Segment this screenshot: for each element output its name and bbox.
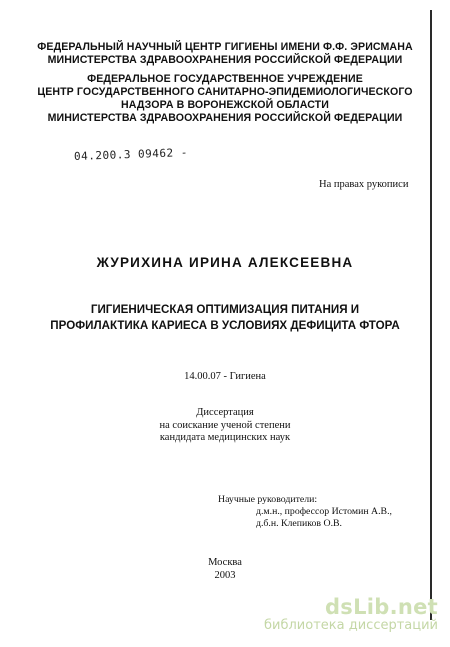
author-name: ЖУРИХИНА ИРИНА АЛЕКСЕЕВНА	[96, 255, 354, 270]
rights-note: На правах рукописи	[319, 179, 409, 190]
header-line: ФЕДЕРАЛЬНЫЙ НАУЧНЫЙ ЦЕНТР ГИГИЕНЫ ИМЕНИ Ф.Ф. ЭРИСМАНА	[37, 41, 413, 53]
registration-stamp: 04.200.3 09462 -	[73, 146, 189, 163]
title-line: ПРОФИЛАКТИКА КАРИЕСА В УСЛОВИЯХ ДЕФИЦИТА ФТОРА	[50, 319, 400, 332]
city: Москва	[208, 557, 242, 568]
watermark-subtitle: библиотека диссертаций	[264, 618, 438, 633]
header-line: ФЕДЕРАЛЬНОЕ ГОСУДАРСТВЕННОЕ УЧРЕЖДЕНИЕ	[87, 73, 363, 85]
specialty-code: 14.00.07 - Гигиена	[184, 371, 266, 382]
degree-line: Диссертация	[196, 407, 254, 418]
header-line: НАДЗОРА В ВОРОНЕЖСКОЙ ОБЛАСТИ	[121, 99, 329, 111]
degree-statement	[0, 407, 450, 445]
supervisor-2: д.б.н. Клепиков О.В.	[256, 518, 343, 529]
supervisors-heading: Научные руководители:	[218, 494, 318, 505]
place-and-year	[0, 556, 450, 582]
institution-header-1	[0, 41, 450, 67]
site-watermark	[264, 596, 438, 633]
watermark-logo: dsLib.net	[324, 595, 438, 619]
supervisor-1: д.м.н., профессор Истомин А.В.,	[256, 506, 392, 517]
header-line: ЦЕНТР ГОСУДАРСТВЕННОГО САНИТАРНО-ЭПИДЕМИОЛОГИЧЕСКОГО	[37, 86, 413, 98]
title-line: ГИГИЕНИЧЕСКАЯ ОПТИМИЗАЦИЯ ПИТАНИЯ И	[90, 303, 360, 316]
dissertation-title	[0, 302, 450, 334]
institution-header-2	[0, 73, 450, 125]
header-line: МИНИСТЕРСТВА ЗДРАВООХРАНЕНИЯ РОССИЙСКОЙ ФЕДЕРАЦИИ	[47, 112, 403, 124]
header-line: МИНИСТЕРСТВА ЗДРАВООХРАНЕНИЯ РОССИЙСКОЙ ФЕДЕРАЦИИ	[47, 54, 403, 66]
supervisors-block	[218, 494, 392, 530]
degree-line: на соискание ученой степени	[159, 419, 291, 431]
year: 2003	[214, 570, 236, 581]
degree-line: кандидата медицинских наук	[159, 432, 291, 443]
